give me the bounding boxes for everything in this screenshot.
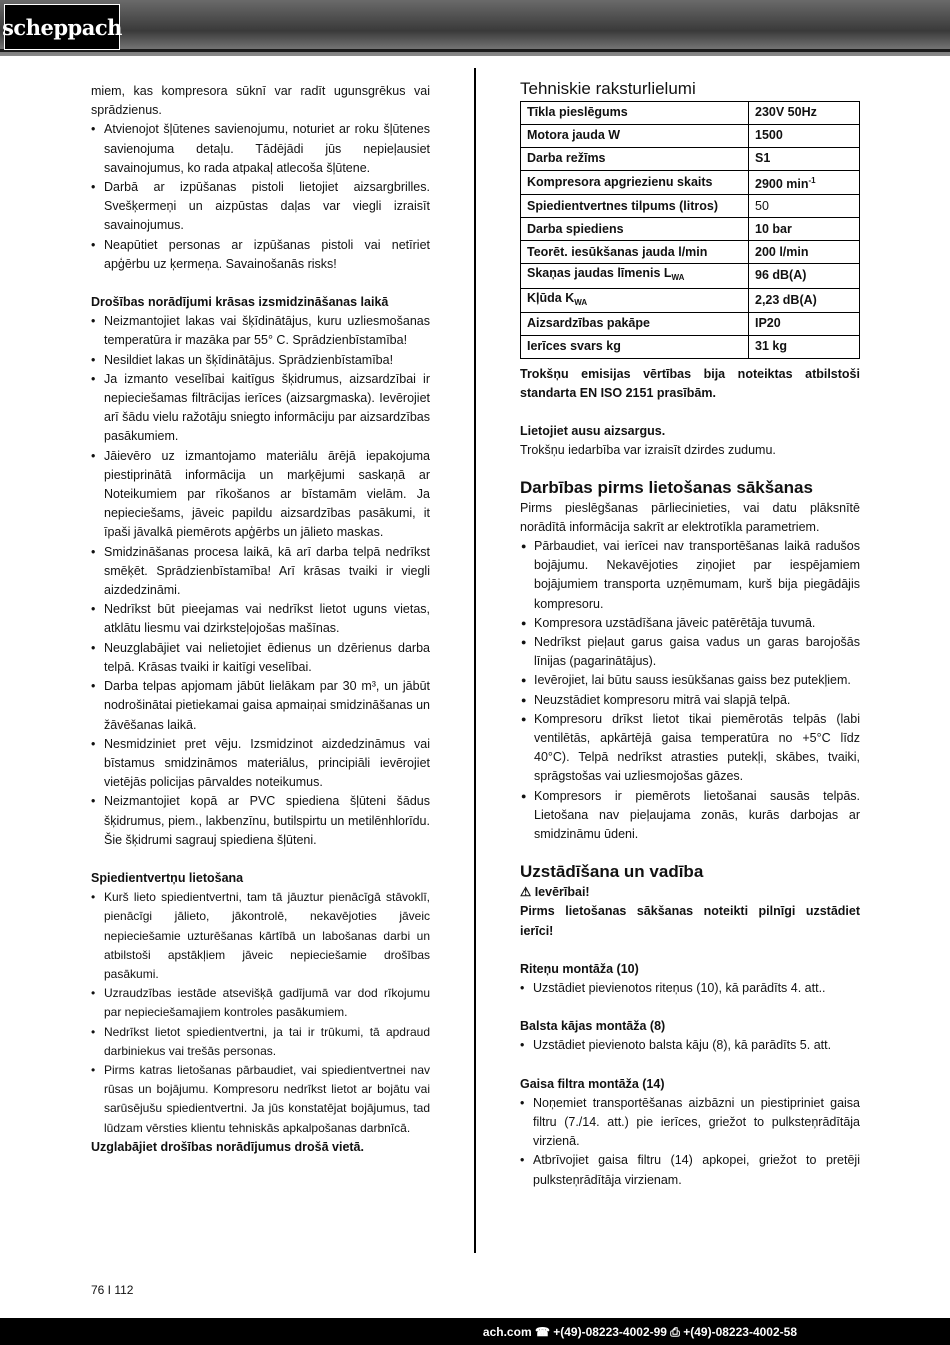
spec-row (521, 102, 860, 125)
spec-key (521, 288, 749, 312)
list-item: • Atbrīvojiet gaisa filtru (14) apkopei, griežot to pretēji pulksteņrādītāja virzienam. (520, 1151, 860, 1189)
spec-value-text: 2,23 dB(A) (755, 292, 817, 307)
spec-value (749, 335, 860, 358)
list-item: • Noņemiet transportēšanas aizbāzni un piestipriniet gaisa filtru (7./14. att.) pie ierīces, griežot to pulksteņrādītāja virzienā. (520, 1094, 860, 1152)
spec-row (521, 312, 860, 335)
header-stripe (0, 49, 950, 52)
contact-text: ach.com ☎ +(49)-08223-4002-99 ⎙ +(49)-08223-4002-58 (482, 1325, 797, 1339)
before-use-text: Pirms pieslēgšanas pārliecinieties, vai datu plāksnītē norādītā informācija sakrīt ar elektrotīkla parametriem. (520, 500, 860, 534)
spray-safety-heading: Drošības norādījumi krāsas izsmidzināšanas laikā (91, 295, 389, 310)
spec-title: Tehniskie raksturlielumi (520, 79, 696, 98)
list-item: ● Neuzstādiet kompresoru mitrā vai slapjā telpā. (520, 691, 860, 710)
scheppach-logo: scheppach (4, 4, 120, 50)
list-item: • Nedrīkst lietot spiedientvertni, ja tai ir trūkumi, tā apdraud darbiniekus vai trešās personas. (91, 1023, 430, 1061)
spec-key-text: Motora jauda W (527, 128, 621, 143)
spec-value (749, 102, 860, 125)
spec-key-text: Darba spiediens (527, 221, 624, 236)
spec-row (521, 195, 860, 218)
foot-list (520, 1036, 860, 1055)
spec-row (521, 148, 860, 171)
spec-value (749, 288, 860, 312)
intro-paragraph: miem, kas kompresora sūknī var radīt ugunsgrēkus vai sprādzienus. (91, 84, 430, 118)
list-item: • Pirms katras lietošanas pārbaudiet, vai spiedientvertnei nav rūsas un bojājumu. Kompresoru nedrīkst lietot ar bojātu vai sarūsējušu spiedientvertni. Ja jūs konstatējat bojājumus, tad lūdzam vērsties klientu tehniskās apkalpošanas darbnīcā. (91, 1061, 430, 1138)
list-item: ● Kompresora uzstādīšana jāveic patērētāja tuvumā. (520, 614, 860, 633)
spec-value-text: 10 bar (755, 221, 792, 236)
spec-value-text: 1500 (755, 128, 783, 143)
spec-key (521, 264, 749, 288)
spec-key-text: Aizsardzības pakāpe (527, 316, 650, 331)
list-item: ● Nedrīkst pieļaut garus gaisa vadus un garas barojošās līnijas (pagarinātājus). (520, 633, 860, 671)
spec-row (521, 241, 860, 264)
spec-key (521, 241, 749, 264)
spec-row (521, 335, 860, 358)
spec-value-text: 31 kg (755, 339, 787, 354)
list-item: • Neuzglabājiet vai nelietojiet ēdienus un dzērienus darba telpā. Krāsas tvaiki ir kaitīgi veselībai. (91, 639, 430, 677)
install-heading: Uzstādīšana un vadība (520, 862, 704, 882)
spec-key-text: Ierīces svars kg (527, 339, 621, 354)
spec-key-text: Kompresora apgriezienu skaits (527, 175, 713, 190)
spec-value-text: 50 (755, 198, 769, 213)
list-item: • Kurš lieto spiedientvertni, tam tā jāuztur pienācīgā stāvoklī, pienācīgi jālieto, jākontrolē, nekavējoties jāveic nepieciešamie uzturēšanas kārtībā un labošanas darbi un atbilstoši apstākļiem jāveic nepieciešamie drošības pasākumi. (91, 888, 430, 984)
spec-key (521, 218, 749, 241)
spec-key (521, 195, 749, 218)
warning-icon: ⚠ (520, 885, 532, 900)
spec-key (521, 312, 749, 335)
spec-value (749, 241, 860, 264)
foot-heading: Balsta kājas montāža (8) (520, 1019, 666, 1034)
spec-value-text: 96 dB(A) (755, 268, 807, 283)
spec-value (749, 171, 860, 195)
list-item: ● Ievērojiet, lai būtu sauss iesūkšanas gaiss bez putekļiem. (520, 671, 860, 690)
list-item: • Nesmidziniet pret vēju. Izsmidzinot aizdedzināmus vai bīstamus smidzināmos materiālus, principiāli ievērojiet vietējās policijas pārvaldes noteikumus. (91, 735, 430, 793)
spec-row (521, 288, 860, 312)
spec-value-text: 230V 50Hz (755, 105, 817, 120)
list-item: • Uzraudzības iestāde atsevišķā gadījumā var dod rīkojumu par nepieciešamajiem kontroles pasākumiem. (91, 984, 430, 1022)
spec-value (749, 312, 860, 335)
spec-key-text: Tīkla pieslēgums (527, 105, 628, 120)
spec-key (521, 171, 749, 195)
pressure-vessel-list (91, 888, 430, 1138)
wheels-heading: Riteņu montāža (10) (520, 961, 639, 976)
spec-key-text: Skaņas jaudas līmenis L (527, 266, 672, 281)
list-item: • Nedrīkst būt pieejamas vai nedrīkst lietot uguns vietas, atklātu liesmu vai dzirksteļojošas mašīnas. (91, 600, 430, 638)
list-item: • Atvienojot šļūtenes savienojumu, noturiet ar roku šļūtenes savienojuma detaļu. Tādējādi jūs nepieļausiet savainojumus, ko rada atpakaļ atlecoša šļūtene. (91, 120, 430, 178)
spec-key-text: Kļūda K (527, 290, 575, 305)
spec-value (749, 218, 860, 241)
header-bar (0, 0, 950, 56)
list-item: • Nesildiet lakas un šķīdinātājus. Sprādzienbīstamība! (91, 351, 430, 370)
list-item: • Neapūtiet personas ar izpūšanas pistoli vai netīriet apģērbu uz ķermeņa. Savainošanās risks! (91, 236, 430, 274)
spec-value-text: S1 (755, 151, 771, 166)
spec-value-text: 2900 min (755, 177, 809, 192)
spec-key-subscript: WA (671, 273, 685, 283)
column-divider (474, 68, 476, 1253)
spec-key-text: Darba režīms (527, 151, 606, 166)
page-number: 76 I 112 (91, 1283, 134, 1297)
spec-key (521, 125, 749, 148)
spec-value (749, 264, 860, 288)
list-item: • Neizmantojiet kopā ar PVC spiediena šļūteni šādus šķidrumus, piem., lakbenzīnu, butilspirtu un metilēnhlorīdu. Šie šķidrumi sagrauj spiediena šļūteni. (91, 792, 430, 850)
spec-value-text: IP20 (755, 316, 781, 331)
before-use-heading: Darbības pirms lietošanas sākšanas (520, 477, 813, 497)
spec-key (521, 148, 749, 171)
list-item: ● Kompresors ir piemērots lietošanai sausās telpās. Lietošana nav pieļaujama zonās, kurās darbojas ar smidzināmu ūdeni. (520, 787, 860, 845)
spec-row (521, 218, 860, 241)
filter-heading: Gaisa filtra montāža (14) (520, 1076, 665, 1091)
spec-value (749, 148, 860, 171)
list-item: ● Pārbaudiet, vai ierīcei nav transportēšanas laikā radušos bojājumu. Nekavējoties ziņojiet par iespējamiem bojājumiem transporta uzņēmumam, kurš bija piegādājis kompresoru. (520, 537, 860, 614)
right-column (520, 78, 860, 1190)
spec-value-superscript: -1 (808, 176, 816, 185)
list-item: • Jāievēro uz izmantojamo materiālu ārējā iepakojuma piestiprinātā informācija un marķējumi saskaņā ar Noteikumiem par rīkošanos ar bīstamām vielām. Ja nepieciešams, jāveic papildu aizsardzības pasākumi, it īpaši jāvalkā piemērots apģērbs un jālieto maskas. (91, 447, 430, 543)
attention-label: Ievērībai! (534, 885, 590, 900)
list-item: ● Kompresoru drīkst lietot tikai piemērotās telpās (labi ventilētās, apkārtējā gaisa temperatūra no +5°C līdz 40°C). Telpā nedrīkst atrasties putekļi, skābes, tvaiki, sprāgstošas vai uzliesmojošas gāzes. (520, 710, 860, 787)
closing-note: Uzglabājiet drošības norādījumus drošā vietā. (91, 1139, 364, 1154)
list-item: • Uzstādiet pievienotos riteņus (10), kā parādīts 4. att.. (520, 979, 860, 998)
noise-note: Trokšņu emisijas vērtības bija noteiktas atbilstoši standarta EN ISO 2151 prasībām. (520, 366, 860, 400)
list-item: • Darbā ar izpūšanas pistoli lietojiet aizsargbrilles. Svešķermeņi un aizpūstas daļas var viegli izraisīt savainojumus. (91, 178, 430, 236)
spec-value (749, 195, 860, 218)
spec-row (521, 171, 860, 195)
spec-key-text: Spiedientvertnes tilpums (litros) (527, 198, 719, 213)
ear-text: Trokšņu iedarbība var izraisīt dzirdes zudumu. (520, 443, 776, 458)
spray-safety-list (91, 312, 430, 850)
filter-list (520, 1094, 860, 1190)
list-item: • Neizmantojiet lakas vai šķīdinātājus, kuru uzliesmošanas temperatūra ir mazāka par 55° C. Sprādzienbīstamība! (91, 312, 430, 350)
spec-value-text: 200 l/min (755, 244, 809, 259)
spec-key-subscript: WA (574, 297, 588, 307)
attention-text: Pirms lietošanas sākšanas noteikti pilnīgi uzstādiet ierīci! (520, 904, 860, 938)
spec-key-text: Teorēt. iesūkšanas jauda l/min (527, 244, 708, 259)
ear-heading: Lietojiet ausu aizsargus. (520, 424, 666, 439)
list-item: • Darba telpas apjomam jābūt lielākam par 30 m³, un jābūt nodrošinātai pietiekamai gaisa apmaiņai smidzināšanas un žāvēšanas laikā. (91, 677, 430, 735)
pressure-vessel-heading: Spiedientvertņu lietošana (91, 870, 244, 885)
list-item: • Uzstādiet pievienoto balsta kāju (8), kā parādīts 5. att. (520, 1036, 860, 1055)
wheels-list (520, 979, 860, 998)
spec-row (521, 264, 860, 288)
spec-key (521, 102, 749, 125)
attention-line (520, 883, 860, 902)
list-item: • Smidzināšanas procesa laikā, kā arī darba telpā nedrīkst smēķēt. Sprādzienbīstamība! Arī krāsas tvaiki ir viegli aizdedzināmi. (91, 543, 430, 601)
hose-safety-list (91, 120, 430, 274)
spec-value (749, 125, 860, 148)
before-use-list (520, 537, 860, 844)
left-column (91, 82, 430, 1157)
contact-bar (0, 1318, 950, 1345)
spec-row (521, 125, 860, 148)
list-item: • Ja izmanto veselībai kaitīgus šķidrumus, aizsardzībai ir nepieciešamas filtrācijas ierīces (aizsargmaska). Ievērojiet arī šādu vielu ražotāju sniegto informāciju par aizsardzības pasākumiem. (91, 370, 430, 447)
spec-key (521, 335, 749, 358)
spec-table (520, 101, 860, 359)
